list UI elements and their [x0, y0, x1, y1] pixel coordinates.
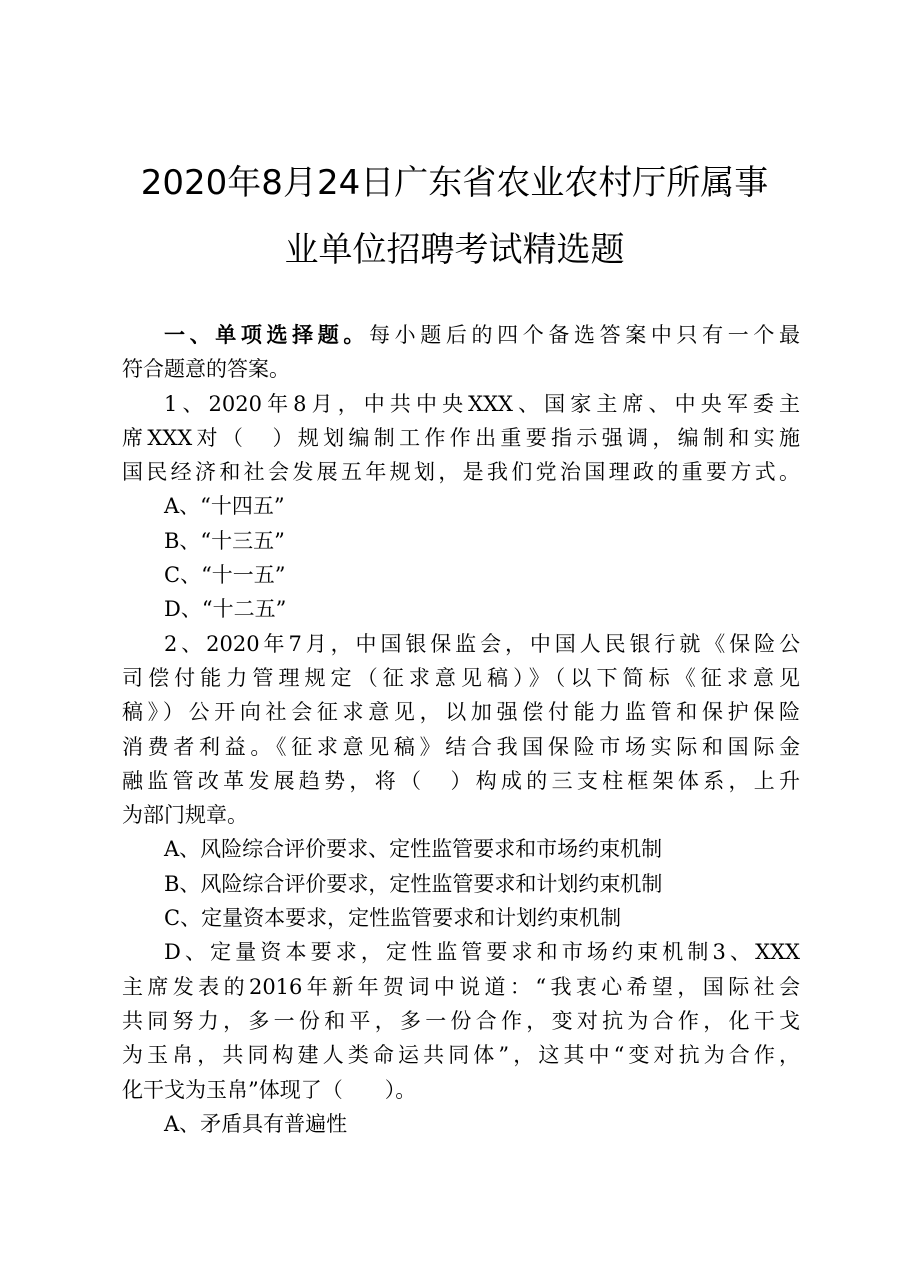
section-intro-line [122, 318, 800, 352]
question-2-line-4: 消费者利益。《征求意见稿》结合我国保险市场实际和国际金 [122, 734, 800, 759]
question-3-line-1: 主席发表的2016年新年贺词中说道：“我衷心希望，国际社会 [122, 974, 800, 999]
question-2-line-1: 2、2020年7月，中国银保监会，中国人民银行就《保险公 [164, 631, 800, 656]
question-3-line-2: 共同努力，多一份和平，多一份合作，变对抗为合作，化干戈 [122, 1008, 800, 1033]
question-2-option-d: D、定量资本要求，定性监管要求和市场约束机制3、XXX [164, 940, 800, 965]
section-instruction: 每小题后的四个备选答案中只有一个最 [369, 323, 800, 347]
question-1-line-1: 1、2020年8月，中共中央XXX、国家主席、中央军委主 [164, 391, 800, 416]
section-instruction-continued: 符合题意的答案。 [122, 357, 290, 382]
question-1-option-a: A、“十四五” [164, 494, 285, 519]
question-2-option-c: C、定量资本要求，定性监管要求和计划约束机制 [164, 906, 622, 931]
question-2-line-6: 为部门规章。 [122, 803, 248, 828]
question-2-option-b: B、风险综合评价要求，定性监管要求和计划约束机制 [164, 871, 663, 896]
question-3-option-a: A、矛盾具有普遍性 [164, 1111, 348, 1136]
question-1-option-b: B、“十三五” [164, 528, 285, 553]
question-1-line-3: 国民经济和社会发展五年规划，是我们党治国理政的重要方式。 [122, 460, 800, 485]
document-title-line-2: 业单位招聘考试精选题 [284, 230, 625, 270]
question-1-option-c: C、“十一五” [164, 563, 286, 588]
section-heading: 一、单项选择题。 [164, 322, 369, 347]
question-3-line-4: 化干戈为玉帛”体现了（ ）。 [122, 1077, 417, 1102]
question-2-line-2: 司偿付能力管理规定（征求意见稿）》（以下简标《征求意见 [122, 665, 800, 690]
question-2-line-3: 稿》）公开向社会征求意见，以加强偿付能力监管和保护保险 [122, 700, 800, 725]
question-3-line-3: 为玉帛，共同构建人类命运共同体”，这其中“变对抗为合作， [122, 1043, 800, 1068]
question-1-line-2: 席XXX对（ ）规划编制工作作出重要指示强调，编制和实施 [122, 425, 800, 450]
document-body [122, 318, 800, 1141]
question-2-line-5: 融监管改革发展趋势，将（ ）构成的三支柱框架体系，上升 [122, 768, 800, 793]
question-1-option-d: D、“十二五” [164, 597, 287, 622]
document-title-line-1: 2020年8月24日广东省农业农村厅所属事 [140, 163, 769, 203]
question-2-option-a: A、风险综合评价要求、定性监管要求和市场约束机制 [164, 837, 663, 862]
